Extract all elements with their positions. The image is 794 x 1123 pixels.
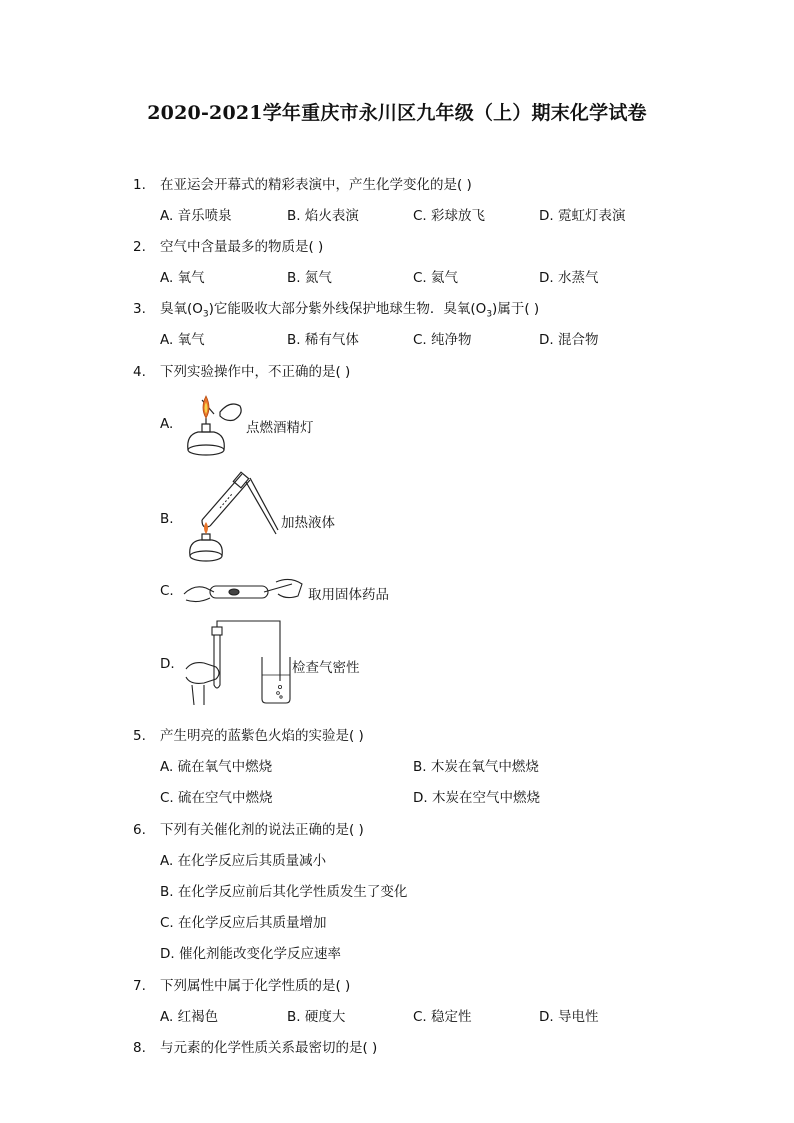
option-b[interactable]: B. 硬度大	[287, 1009, 346, 1025]
question-text: 在亚运会开幕式的精彩表演中，产生化学变化的是( )	[160, 177, 472, 193]
question-text: 下列有关催化剂的说法正确的是( )	[160, 822, 364, 838]
question-text: 下列属性中属于化学性质的是( )	[160, 978, 351, 994]
question-text: 空气中含量最多的物质是( )	[160, 239, 324, 255]
question-number: 4.	[133, 364, 146, 380]
question-6	[133, 818, 364, 838]
question-7	[133, 974, 350, 994]
option-a[interactable]: A. 音乐喷泉	[160, 208, 232, 224]
question-number: 5.	[133, 728, 146, 744]
option-a[interactable]: A. 氧气	[160, 270, 205, 286]
question-number: 8.	[133, 1040, 146, 1056]
option-a[interactable]: A. 氧气	[160, 332, 205, 348]
question-number: 6.	[133, 822, 146, 838]
question-5	[133, 724, 364, 744]
option-a[interactable]: A. 红褐色	[160, 1009, 219, 1025]
solid-reagent-illustration	[180, 574, 306, 608]
option-b[interactable]: B. 木炭在氧气中燃烧	[413, 759, 539, 775]
question-number: 7.	[133, 978, 146, 994]
question-text: 产生明亮的蓝紫色火焰的实验是( )	[160, 728, 364, 744]
question-3	[133, 297, 539, 320]
option-c[interactable]: C. 稳定性	[413, 1009, 472, 1025]
question-2	[133, 235, 323, 255]
option-b-letter[interactable]: B.	[160, 511, 174, 527]
option-b-caption: 加热液体	[281, 515, 335, 531]
option-c[interactable]: C. 硫在空气中燃烧	[160, 790, 273, 806]
question-number: 1.	[133, 177, 146, 193]
option-d[interactable]: D. 催化剂能改变化学反应速率	[160, 946, 341, 962]
option-d[interactable]: D. 霓虹灯表演	[539, 208, 626, 224]
option-d[interactable]: D. 导电性	[539, 1009, 599, 1025]
alcohol-lamp-lighting-illustration	[180, 390, 246, 460]
question-number: 2.	[133, 239, 146, 255]
question-text: 下列实验操作中，不正确的是( )	[160, 364, 351, 380]
option-b[interactable]: B. 焰火表演	[287, 208, 359, 224]
question-1	[133, 173, 472, 193]
option-c[interactable]: C. 氦气	[413, 270, 459, 286]
heating-liquid-illustration	[180, 468, 280, 564]
question-number: 3.	[133, 301, 146, 317]
option-c[interactable]: C. 彩球放飞	[413, 208, 486, 224]
option-b[interactable]: B. 稀有气体	[287, 332, 359, 348]
page-title: 2020-2021学年重庆市永川区九年级（上）期末化学试卷	[147, 102, 647, 124]
option-a[interactable]: A. 在化学反应后其质量减小	[160, 853, 327, 869]
air-tightness-check-illustration	[182, 617, 294, 707]
option-b[interactable]: B. 氮气	[287, 270, 332, 286]
option-c-letter[interactable]: C.	[160, 583, 174, 599]
option-d[interactable]: D. 水蒸气	[539, 270, 599, 286]
question-8	[133, 1036, 377, 1056]
option-a-letter[interactable]: A.	[160, 416, 174, 432]
option-d[interactable]: D. 混合物	[539, 332, 599, 348]
option-c[interactable]: C. 纯净物	[413, 332, 472, 348]
question-text: 臭氧$(O_3)$它能吸收大部分紫外线保护地球生物．臭氧$(O_3)$属于( )	[160, 301, 540, 320]
option-d-caption: 检查气密性	[292, 660, 360, 676]
option-d-letter[interactable]: D.	[160, 656, 175, 672]
question-text: 与元素的化学性质关系最密切的是( )	[160, 1040, 378, 1056]
question-4	[133, 360, 350, 380]
option-b[interactable]: B. 在化学反应前后其化学性质发生了变化	[160, 884, 408, 900]
option-c[interactable]: C. 在化学反应后其质量增加	[160, 915, 327, 931]
option-a[interactable]: A. 硫在氧气中燃烧	[160, 759, 273, 775]
option-d[interactable]: D. 木炭在空气中燃烧	[413, 790, 540, 806]
option-c-caption: 取用固体药品	[308, 587, 389, 603]
option-a-caption: 点燃酒精灯	[246, 420, 314, 436]
